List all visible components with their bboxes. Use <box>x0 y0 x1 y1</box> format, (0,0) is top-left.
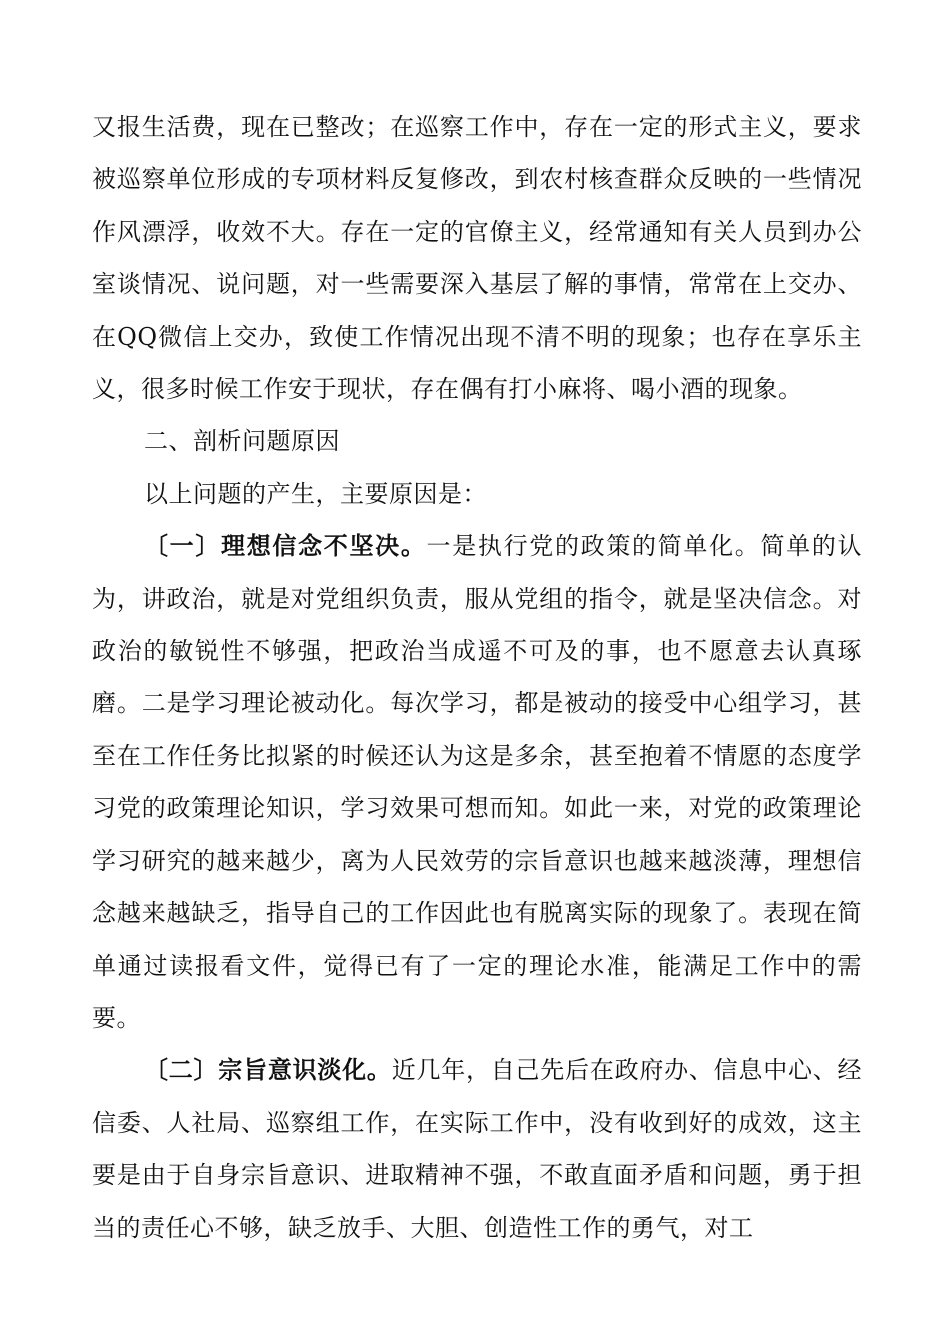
paragraph-continuation: 又报生活费，现在已整改；在巡察工作中，存在一定的形式主义，要求被巡察单位形成的专项材料反复修改，到农村核查群众反映的一些情况作风漂浮，收效不大。存在一定的官僚主义，经常通知有关人员到办公室谈情况、说问题，对一些需要深入基层了解的事情，常常在上交办、在QQ微信上交办，致使工作情况出现不清不明的现象；也存在享乐主义，很多时候工作安于现状，存在偶有打小麻将、喝小酒的现象。 <box>92 113 862 404</box>
cause-2-body: 近几年，自己先后在政府办、信息中心、经信委、人社局、巡察组工作，在实际工作中，没有收到好的成效，这主要是由于自身宗旨意识、进取精神不强，不敢直面矛盾和问题，勇于担当的责任心不够，缺乏放手、大胆、创造性工作的勇气，对工 <box>92 1056 863 1242</box>
intro-line: 以上问题的产生，主要原因是： <box>144 479 487 508</box>
cause-1-body: 一是执行党的政策的简单化。简单的认为，讲政治，就是对党组织负责，服从党组的指令，就是坚决信念。对政治的敏锐性不够强，把政治当成遥不可及的事，也不愿意去认真琢磨。二是学习理论被动化。每次学习，都是被动的接受中心组学习，甚至在工作任务比拟紧的时候还认为这是多余，甚至抱着不情愿的态度学习党的政策理论知识，学习效果可想而知。如此一来，对党的政策理论学习研究的越来越少，离为人民效劳的宗旨意识也越来越淡薄，理想信念越来越缺乏，指导自己的工作因此也有脱离实际的现象了。表现在简单通过读报看文件，觉得已有了一定的理论水准，能满足工作中的需要。 <box>92 532 863 1032</box>
document-body <box>92 101 862 1254</box>
cause-2-lead: 〔二〕宗旨意识淡化。 <box>144 1056 392 1085</box>
paragraph-cause-1 <box>92 520 862 1044</box>
paragraph-cause-2 <box>92 1044 862 1254</box>
section-heading: 二、剖析问题原因 <box>144 427 340 456</box>
cause-1-lead: 〔一〕理想信念不坚决。 <box>144 532 427 561</box>
